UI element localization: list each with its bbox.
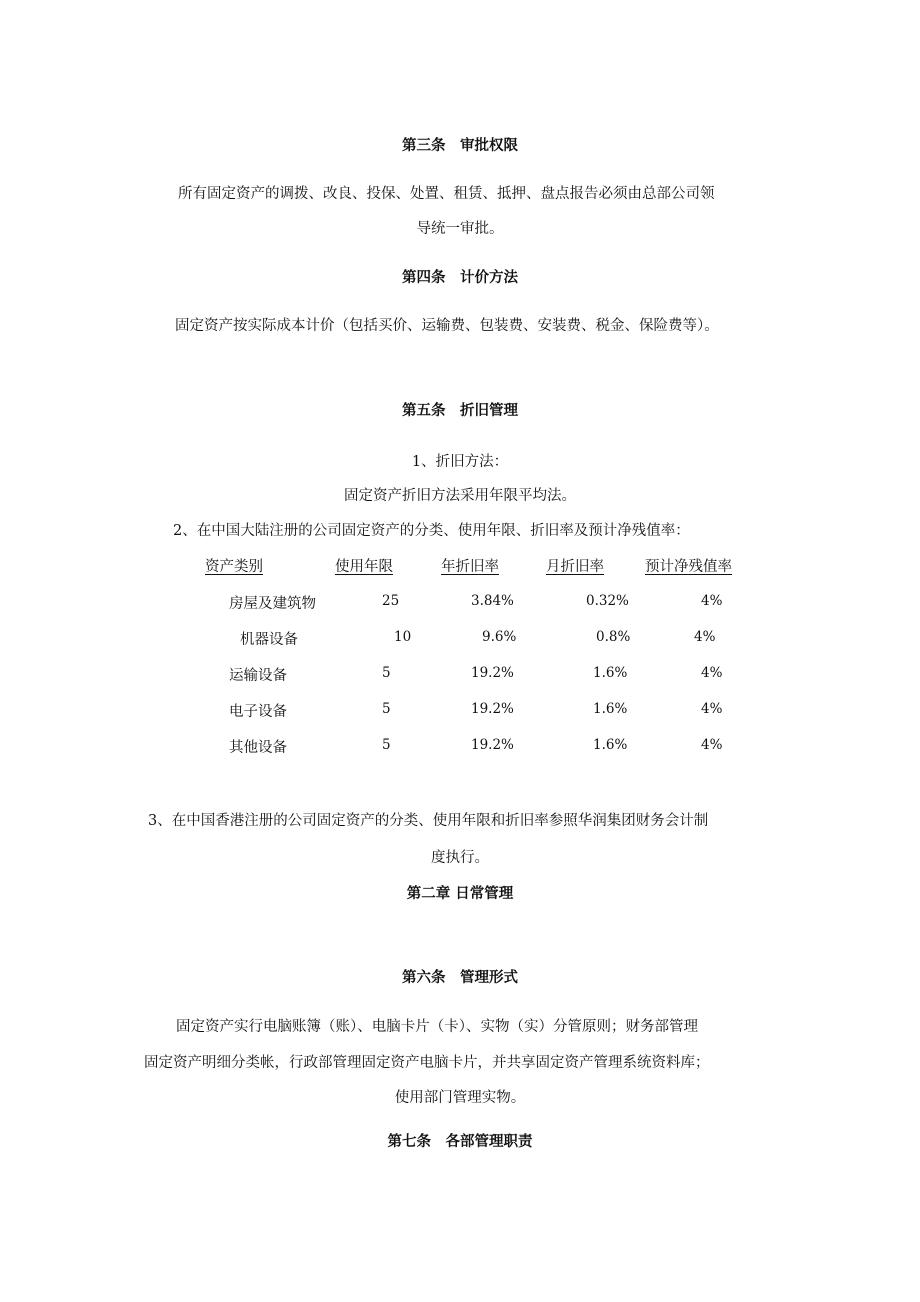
table-cell-residual-rate: 4% [701,701,723,717]
table-cell-years: 25 [382,593,400,609]
table-cell-monthly-rate: 1.6% [593,701,628,717]
table-cell-category: 房屋及建筑物 [229,596,316,612]
table-header-annual-rate: 年折旧率 [441,559,499,575]
table-header-residual-rate: 预计净残值率 [645,559,732,575]
article-4-title: 第四条 计价方法 [402,269,518,286]
table-cell-annual-rate: 3.84% [471,593,514,609]
depreciation-method-title: 1、折旧方法： [411,454,509,470]
depreciation-method-text: 固定资产折旧方法采用年限平均法。 [344,488,576,504]
article-5-title: 第五条 折旧管理 [402,402,518,419]
article-6-title: 第六条 管理形式 [402,969,518,986]
hongkong-classification-line2: 度执行。 [431,850,489,866]
table-cell-annual-rate: 19.2% [471,701,514,717]
chapter-2-title: 第二章 日常管理 [406,885,514,902]
table-cell-residual-rate: 4% [694,629,716,645]
table-cell-years: 5 [382,737,391,753]
table-cell-monthly-rate: 1.6% [593,737,628,753]
table-cell-category: 机器设备 [240,632,298,648]
mainland-classification-title: 2、在中国大陆注册的公司固定资产的分类、使用年限、折旧率及预计净残值率： [173,523,690,539]
article-7-title: 第七条 各部管理职责 [387,1133,533,1150]
table-cell-category: 运输设备 [229,668,287,684]
article-4-text: 固定资产按实际成本计价（包括买价、运输费、包装费、安装费、税金、保险费等）。 [175,318,719,334]
hongkong-classification-line1: 3、在中国香港注册的公司固定资产的分类、使用年限和折旧率参照华润集团财务会计制 [148,813,709,829]
table-cell-category: 其他设备 [229,740,287,756]
table-cell-category: 电子设备 [229,704,287,720]
article-3-text-line1: 所有固定资产的调拨、改良、投保、处置、租赁、抵押、盘点报告必须由总部公司领 [178,186,715,202]
table-cell-monthly-rate: 1.6% [593,665,628,681]
table-cell-years: 5 [382,701,391,717]
table-header-years: 使用年限 [335,559,393,575]
table-cell-years: 5 [382,665,391,681]
table-cell-years: 10 [394,629,412,645]
table-cell-annual-rate: 19.2% [471,737,514,753]
table-cell-annual-rate: 9.6% [482,629,517,645]
table-cell-residual-rate: 4% [701,665,723,681]
table-cell-residual-rate: 4% [701,593,723,609]
table-cell-annual-rate: 19.2% [471,665,514,681]
article-6-text-line1: 固定资产实行电脑账簿（账）、电脑卡片（卡）、实物（实）分管原则；财务部管理 [176,1019,698,1035]
article-3-title: 第三条 审批权限 [402,137,518,154]
table-header-monthly-rate: 月折旧率 [546,559,604,575]
article-3-text-line2: 导统一审批。 [416,221,504,237]
table-cell-monthly-rate: 0.8% [596,629,631,645]
article-6-text-line3: 使用部门管理实物。 [394,1090,526,1106]
table-cell-residual-rate: 4% [701,737,723,753]
table-cell-monthly-rate: 0.32% [586,593,629,609]
table-header-category: 资产类别 [205,559,263,575]
article-6-text-line2: 固定资产明细分类帐，行政部管理固定资产电脑卡片，并共享固定资产管理系统资料库； [144,1055,710,1071]
